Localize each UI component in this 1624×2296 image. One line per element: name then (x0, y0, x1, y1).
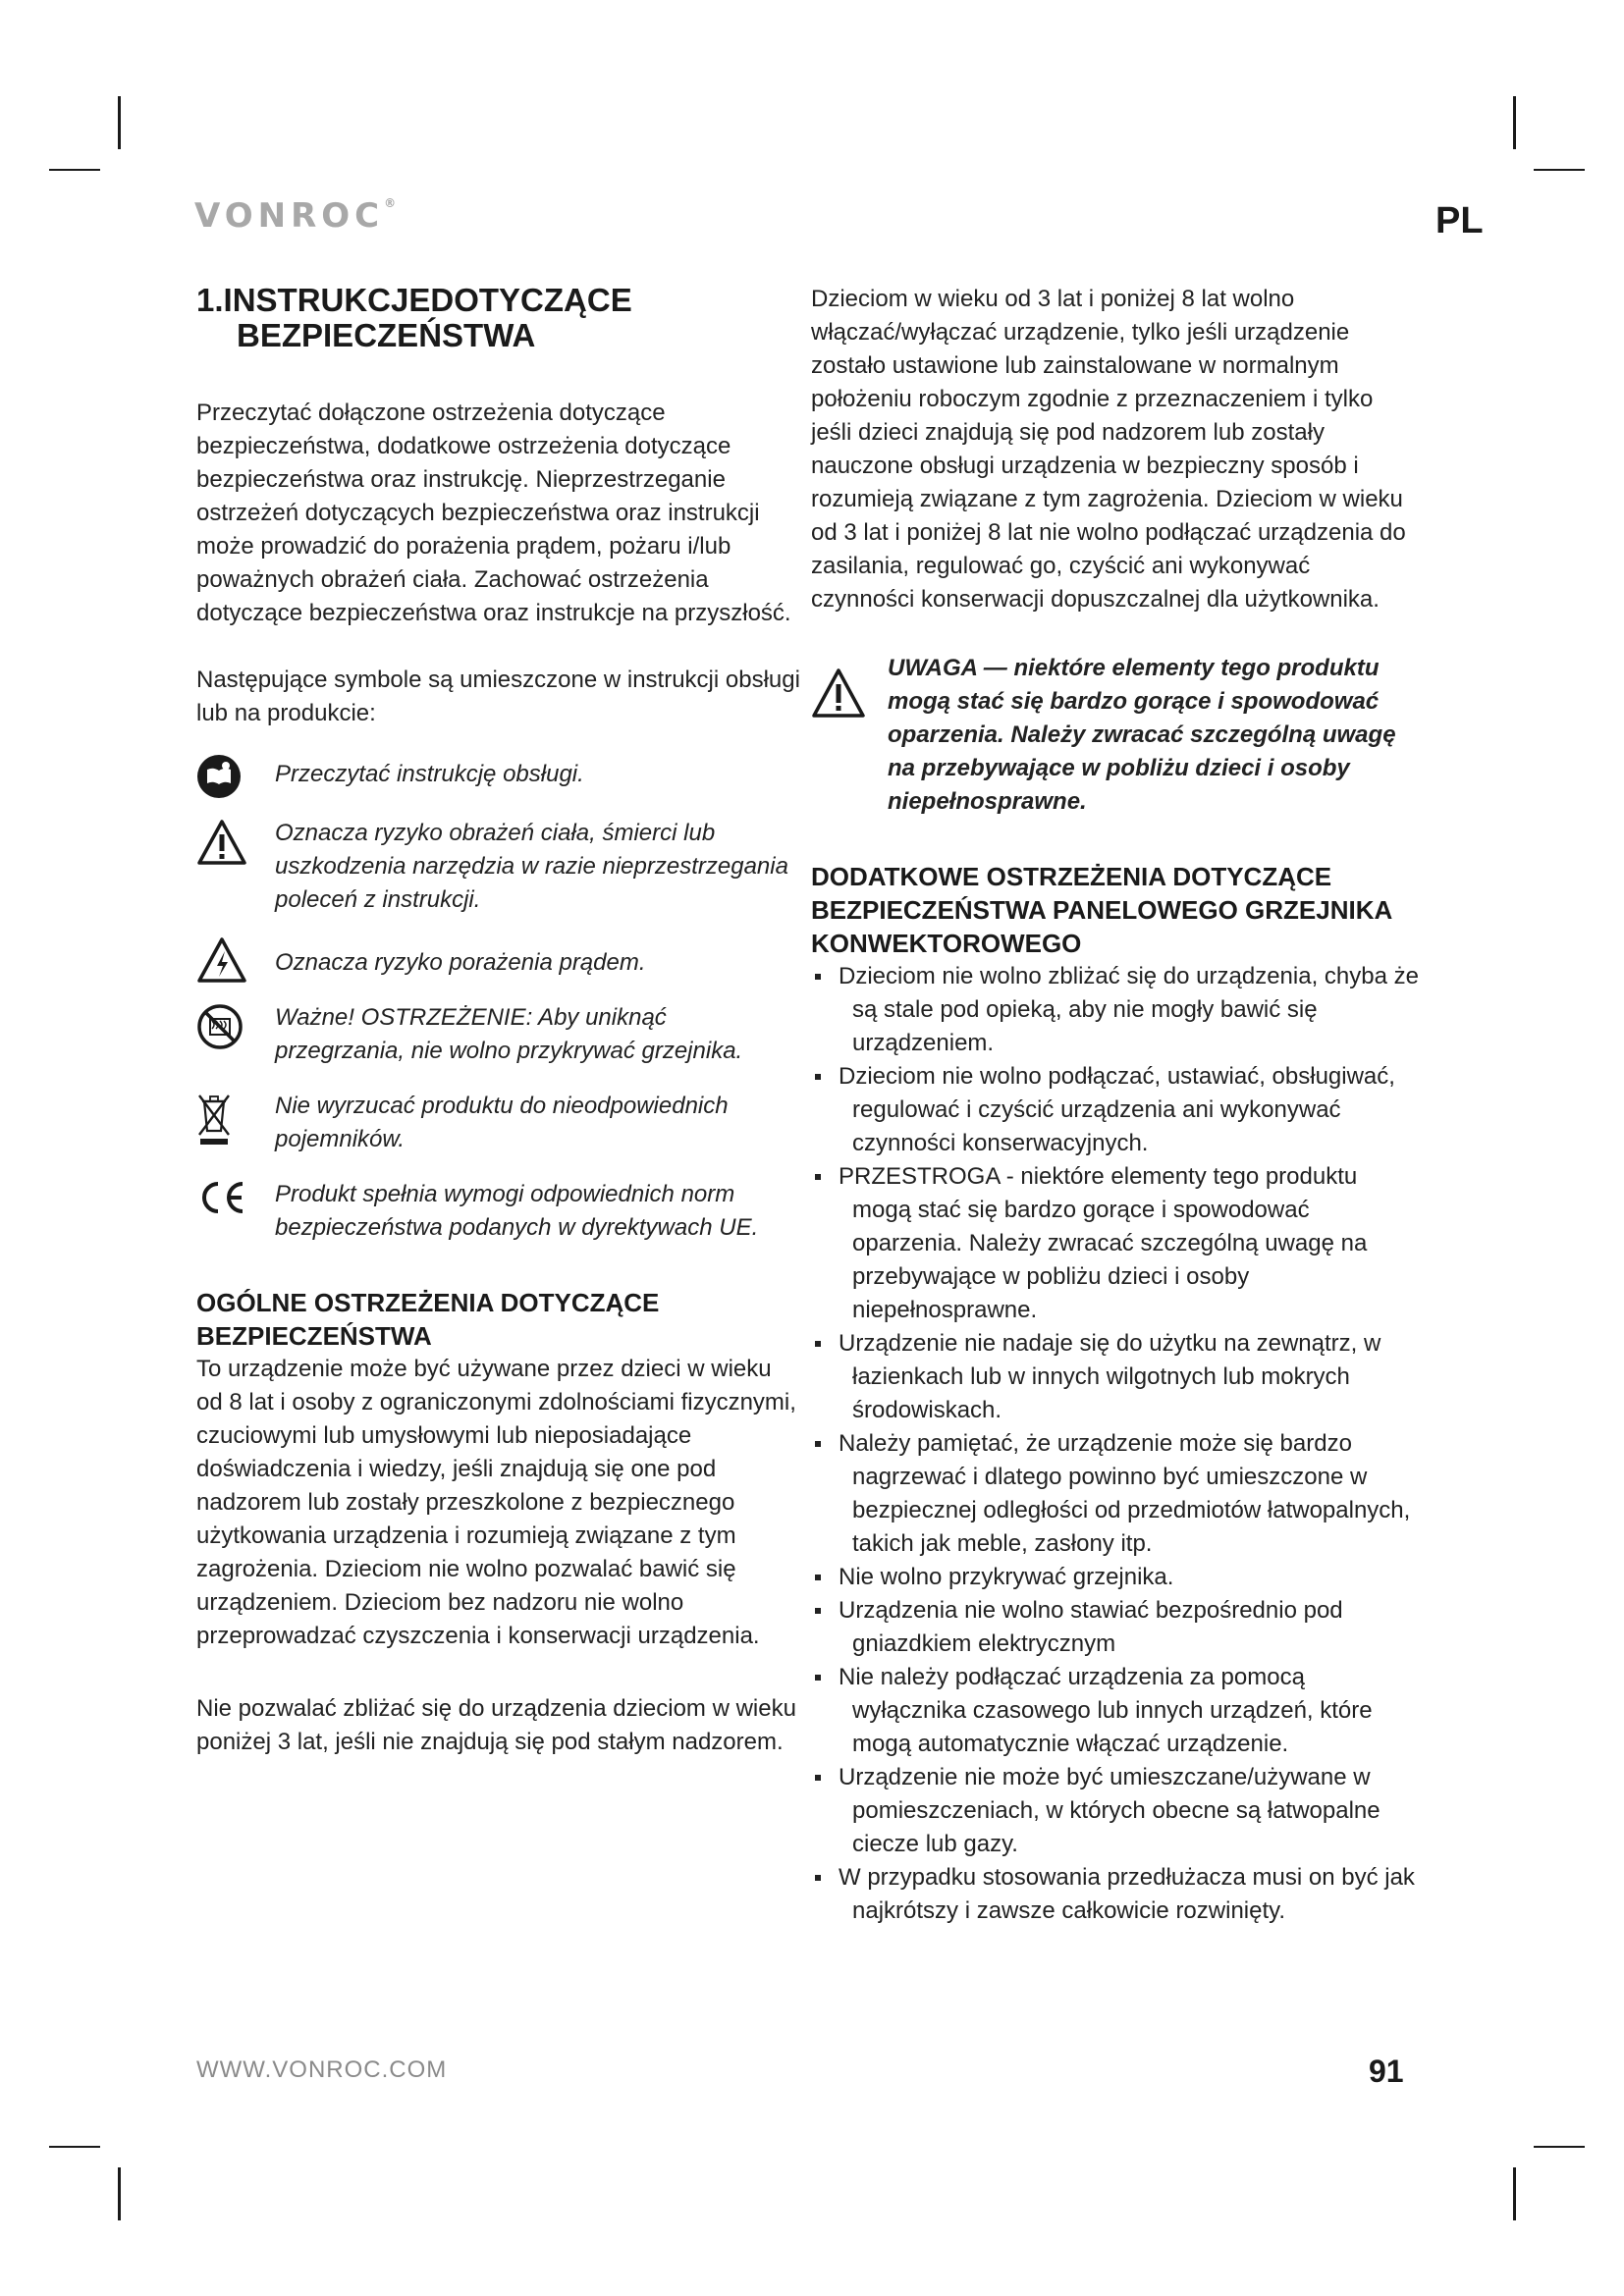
section-heading-line2: BEZPIECZEŃSTWA (237, 317, 536, 353)
brand-mark: ® (384, 196, 397, 210)
intro-paragraph: Przeczytać dołączone ostrzeżenia dotyczące bezpieczeństwa, dodatkowe ostrzeżenia dotyczące bezpieczeństwa oraz instrukcję. Nieprzestrzeganie ostrzeżeń dotyczących bezpieczeństwa oraz instrukcji może prowadzić do porażenia prądem, pożaru i/lub poważnych obrażeń ciała. Zachować ostrzeżenia dotyczące bezpieczeństwa oraz instrukcje na przyszłość. (196, 400, 791, 626)
additional-warnings-list (811, 960, 1420, 1928)
list-item: Urządzenie nie nadaje się do użytku na zewnątrz, w łazienkach lub w innych wilgotnych lub mokrych środowiskach. (811, 1327, 1420, 1427)
children-3-8-text: Dzieciom w wieku od 3 lat i poniżej 8 lat wolno włączać/wyłączać urządzenie, tylko jeśli urządzenie zostało ustawione lub zainstalowane w normalnym położeniu roboczym zgodnie z przeznaczeniem i tylko jeśli dzieci znajdują się pod nadzorem lub zostały nauczone obsługi urządzenia w bezpieczny sposób i rozumieją związane z tym zagrożenia. Dzieciom w wieku od 3 lat i poniżej 8 lat nie wolno podłączać urządzenia do zasilania, regulować go, czyścić ani wykonywać czynności konserwacji dopuszczalnej dla użytkownika. (811, 286, 1406, 613)
list-item: Urządzenie nie może być umieszczane/używane w pomieszczeniach, w których obecne są łatwopalne ciecze lub gazy. (811, 1761, 1420, 1861)
symbols-intro: Następujące symbole są umieszczone w instrukcji obsługi lub na produkcie: (196, 667, 800, 726)
do-not-cover-icon (196, 1001, 275, 1050)
symbol-description: Produkt spełnia wymogi odpowiednich norm bezpieczeństwa podanych w dyrektywach UE. (275, 1181, 759, 1241)
electric-shock-icon (196, 934, 275, 984)
list-item: Urządzenia nie wolno stawiać bezpośrednio pod gniazdkiem elektrycznym (811, 1594, 1420, 1661)
ce-mark-icon (196, 1178, 275, 1215)
left-column (196, 283, 800, 1759)
brand-name: VONROC (194, 196, 385, 236)
crop-mark (1534, 2146, 1585, 2148)
read-manual-icon (196, 752, 275, 799)
symbol-description: Ważne! OSTRZEŻENIE: Aby uniknąć przegrzania, nie wolno przykrywać grzejnika. (275, 1004, 743, 1064)
crop-mark (49, 169, 100, 171)
list-item: Dzieciom nie wolno zbliżać się do urządzenia, chyba że są stale pod opieką, aby nie mogły bawić się urządzeniem. (811, 960, 1420, 1060)
symbol-row (196, 1178, 800, 1245)
section-heading-line1: 1.INSTRUKCJEDOTYCZĄCE (196, 282, 632, 318)
hot-surface-warning (811, 652, 1420, 819)
additional-warnings-heading: DODATKOWE OSTRZEŻENIA DOTYCZĄCE BEZPIECZEŃSTWA PANELOWEGO GRZEJNIKA KONWEKTOROWEGO (811, 862, 1392, 958)
right-column (811, 283, 1420, 1928)
section-heading (196, 283, 800, 353)
symbol-row (196, 817, 800, 917)
symbol-row (196, 1090, 800, 1156)
symbol-description: Nie wyrzucać produktu do nieodpowiednich pojemników. (275, 1093, 729, 1152)
symbol-description: Przeczytać instrukcję obsługi. (275, 761, 584, 787)
weee-bin-icon (196, 1090, 275, 1147)
warning-triangle-icon (811, 652, 888, 719)
symbol-description: Oznacza ryzyko porażenia prądem. (275, 949, 646, 976)
list-item: Dzieciom nie wolno podłączać, ustawiać, obsługiwać, regulować i czyścić urządzenia ani wykonywać czynności konserwacyjnych. (811, 1060, 1420, 1160)
general-warnings-text: To urządzenie może być używane przez dzieci w wieku od 8 lat i osoby z ograniczonymi zdolnościami fizycznymi, czuciowymi lub umysłowymi lub nieposiadające doświadczenia i wiedzy, jeśli znajdują się one pod nadzorem lub zostały przeszkolone z bezpiecznego użytkowania urządzenia i rozumieją związane z tym zagrożenia. Dzieciom nie wolno pozwalać bawić się urządzeniem. Dzieciom bez nadzoru nie wolno przeprowadzać czyszczenia i konserwacji urządzenia. (196, 1356, 796, 1649)
symbol-row (196, 1001, 800, 1068)
crop-mark (49, 2146, 100, 2148)
general-warnings-heading: OGÓLNE OSTRZEŻENIA DOTYCZĄCE BEZPIECZEŃSTWA (196, 1288, 660, 1351)
list-item: PRZESTROGA - niektóre elementy tego produktu mogą stać się bardzo gorące i spowodować oparzenia. Należy zwracać szczególną uwagę na przebywające w pobliżu dzieci i osoby niepełnosprawne. (811, 1160, 1420, 1327)
page-number: 91 (1369, 2054, 1404, 2089)
language-code: PL (1435, 200, 1484, 241)
warning-triangle-icon (196, 817, 275, 866)
list-item: W przypadku stosowania przedłużacza musi on być jak najkrótszy i zawsze całkowicie rozwinięty. (811, 1861, 1420, 1928)
symbol-description: Oznacza ryzyko obrażeń ciała, śmierci lub uszkodzenia narzędzia w razie nieprzestrzegania poleceń z instrukcji. (275, 820, 788, 913)
symbol-row (196, 752, 800, 799)
crop-mark (1534, 169, 1585, 171)
symbol-row (196, 934, 800, 984)
crop-mark (1513, 96, 1516, 149)
crop-mark (118, 2167, 121, 2220)
footer-url: WWW.VONROC.COM (196, 2056, 448, 2083)
list-item: Należy pamiętać, że urządzenie może się bardzo nagrzewać i dlatego powinno być umieszczone w bezpiecznej odległości od przedmiotów łatwopalnych, takich jak meble, zasłony itp. (811, 1427, 1420, 1561)
hot-surface-warning-text: UWAGA — niektóre elementy tego produktu mogą stać się bardzo gorące i spowodować oparzenia. Należy zwracać szczególną uwagę na przebywające w pobliżu dzieci i osoby niepełnosprawne. (888, 655, 1396, 815)
crop-mark (1513, 2167, 1516, 2220)
crop-mark (118, 96, 121, 149)
children-supervision-text: Nie pozwalać zbliżać się do urządzenia dzieciom w wieku poniżej 3 lat, jeśli nie znajdują się pod stałym nadzorem. (196, 1695, 796, 1755)
list-item: Nie należy podłączać urządzenia za pomocą wyłącznika czasowego lub innych urządzeń, które mogą automatycznie włączać urządzenie. (811, 1661, 1420, 1761)
list-item: Nie wolno przykrywać grzejnika. (811, 1561, 1420, 1594)
brand-logo (194, 196, 396, 236)
